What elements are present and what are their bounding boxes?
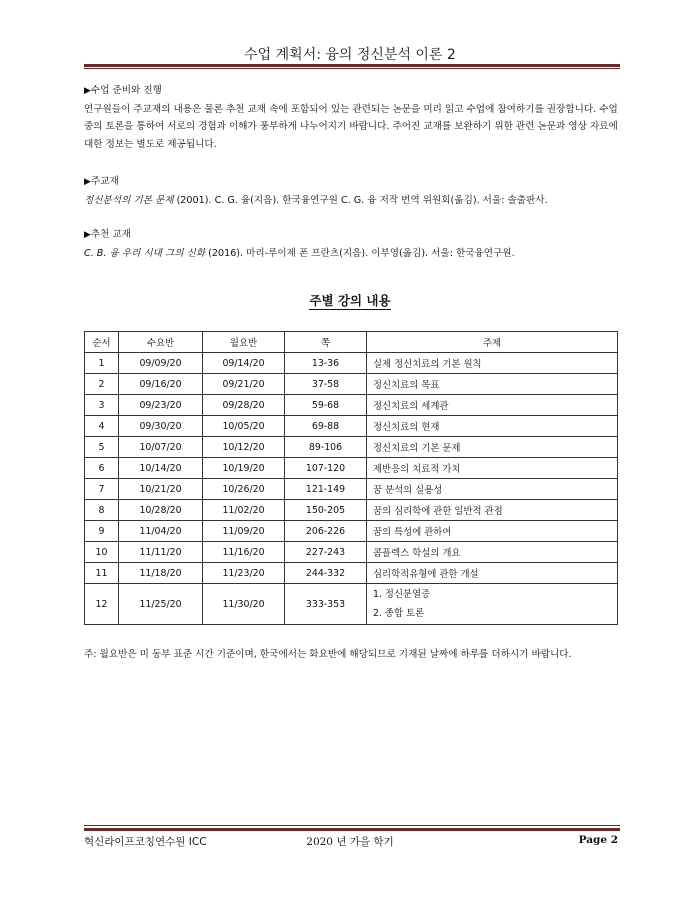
col-header-topic: 주제: [367, 332, 618, 353]
cell-wed-date: 10/28/20: [119, 500, 203, 521]
book-citation: [84, 192, 624, 210]
cell-topic: 심리학적유형에 관한 개설: [367, 563, 618, 584]
table-row: [85, 416, 618, 437]
section-heading-text: 수업 준비와 진행: [90, 85, 162, 96]
cell-no: 8: [85, 500, 119, 521]
cell-mon-date: 11/09/20: [203, 521, 285, 542]
footnote: 주: 월요반은 미 동부 표준 시간 기준이며, 한국에서는 화요반에 해당되므로 기재된 날짜에 하루를 더하시기 바랍니다.: [84, 649, 572, 660]
table-row: [85, 479, 618, 500]
col-header-pages: 쪽: [285, 332, 367, 353]
section-heading-text: 주교재: [90, 176, 119, 187]
cell-mon-date: 09/28/20: [203, 395, 285, 416]
cell-mon-date: 09/14/20: [203, 353, 285, 374]
book-title: 정신분석의 기본 문제: [84, 194, 174, 206]
cell-topic: 정신치료의 목표: [367, 374, 618, 395]
col-header-no: 순서: [85, 332, 119, 353]
section-heading: [84, 226, 624, 245]
table-row: [85, 458, 618, 479]
schedule-title-text: 주별 강의 내용: [309, 293, 391, 308]
cell-no: 12: [85, 584, 119, 625]
cell-mon-date: 10/12/20: [203, 437, 285, 458]
cell-pages: 37-58: [285, 374, 367, 395]
cell-topic: 꿈의 심리학에 관한 일반적 관점: [367, 500, 618, 521]
triangle-right-icon: ▶: [84, 177, 91, 187]
table-row: [85, 584, 618, 625]
cell-topic: 실제 정신치료의 기본 원칙: [367, 353, 618, 374]
section-heading: [84, 82, 624, 101]
cell-wed-date: 11/04/20: [119, 521, 203, 542]
cell-no: 3: [85, 395, 119, 416]
book-citation: [84, 245, 624, 263]
cell-pages: 227-243: [285, 542, 367, 563]
cell-pages: 121-149: [285, 479, 367, 500]
cell-topic: [367, 584, 618, 625]
cell-no: 9: [85, 521, 119, 542]
book-detail: (2016). 마리-루이제 폰 프란츠(지음). 이부영(옮김). 서울: 한국융연구원.: [205, 247, 515, 259]
footer-rule-thin: [84, 825, 620, 826]
cell-mon-date: 10/26/20: [203, 479, 285, 500]
cell-wed-date: 10/07/20: [119, 437, 203, 458]
cell-pages: 89-106: [285, 437, 367, 458]
cell-topic: 꿈 분석의 실용성: [367, 479, 618, 500]
cell-no: 4: [85, 416, 119, 437]
cell-mon-date: 10/05/20: [203, 416, 285, 437]
cell-no: 1: [85, 353, 119, 374]
table-row: [85, 353, 618, 374]
cell-pages: 13-36: [285, 353, 367, 374]
cell-mon-date: 10/19/20: [203, 458, 285, 479]
header-rule-thin: [84, 68, 620, 69]
section-prep: [84, 82, 624, 153]
cell-mon-date: 11/02/20: [203, 500, 285, 521]
cell-wed-date: 11/25/20: [119, 584, 203, 625]
section-heading-text: 추천 교재: [90, 229, 132, 240]
cell-mon-date: 11/30/20: [203, 584, 285, 625]
cell-pages: 150-205: [285, 500, 367, 521]
cell-wed-date: 11/18/20: [119, 563, 203, 584]
footer-semester: 2020 년 가을 학기: [306, 836, 394, 848]
cell-mon-date: 09/21/20: [203, 374, 285, 395]
cell-topic: 정신치료의 현재: [367, 416, 618, 437]
cell-pages: 59-68: [285, 395, 367, 416]
table-row: [85, 563, 618, 584]
page-header-title: 수업 계획서: 융의 정신분석 이론 2: [244, 47, 456, 63]
cell-no: 2: [85, 374, 119, 395]
table-header-row: [85, 332, 618, 353]
section-body: 연구원들이 주교재의 내용은 물론 추천 교재 속에 포함되어 있는 관련되는 논문을 미리 읽고 수업에 참여하기를 권장합니다. 수업 중의 토론을 통하여 서로의 경험과 이해가 풍부하게 나누어지기 바랍니다. 주어진 교재를 보완하기 위한 관련 논문과 영상 자료에 대한 정보는 별도로 제공됩니다.: [84, 103, 618, 150]
col-header-mon: 월요반: [203, 332, 285, 353]
cell-wed-date: 09/30/20: [119, 416, 203, 437]
cell-pages: 244-332: [285, 563, 367, 584]
cell-wed-date: 09/09/20: [119, 353, 203, 374]
section-heading: [84, 173, 624, 192]
book-detail: (2001). C. G. 융(지음). 한국융연구원 C. G. 융 저작 번역 위원회(옮김). 서울: 솔출판사.: [173, 194, 548, 206]
book-title: C. B. 융 우리 시대 그의 신화: [84, 247, 206, 259]
section-main-text: [84, 173, 624, 209]
cell-topic: 꿈의 특성에 관하여: [367, 521, 618, 542]
table-row: [85, 542, 618, 563]
footer-rule: [84, 828, 620, 831]
cell-wed-date: 09/23/20: [119, 395, 203, 416]
topic-line: 1. 정신분열증: [373, 589, 431, 600]
cell-pages: 206-226: [285, 521, 367, 542]
cell-wed-date: 10/14/20: [119, 458, 203, 479]
cell-topic: 콤플렉스 학설의 개요: [367, 542, 618, 563]
cell-pages: 107-120: [285, 458, 367, 479]
table-row: [85, 521, 618, 542]
cell-mon-date: 11/23/20: [203, 563, 285, 584]
cell-mon-date: 11/16/20: [203, 542, 285, 563]
cell-pages: 69-88: [285, 416, 367, 437]
cell-no: 7: [85, 479, 119, 500]
col-header-wed: 수요반: [119, 332, 203, 353]
section-recommended: [84, 226, 624, 262]
cell-no: 5: [85, 437, 119, 458]
cell-pages: 333-353: [285, 584, 367, 625]
cell-topic: 정신치료의 기본 문제: [367, 437, 618, 458]
footer-institute: 혁신라이프코칭연수원 ICC: [84, 836, 207, 848]
cell-topic: 제반응의 치료적 가치: [367, 458, 618, 479]
cell-wed-date: 10/21/20: [119, 479, 203, 500]
cell-no: 11: [85, 563, 119, 584]
table-row: [85, 374, 618, 395]
table-row: [85, 500, 618, 521]
triangle-right-icon: ▶: [84, 230, 91, 240]
cell-wed-date: 11/11/20: [119, 542, 203, 563]
schedule-table: [84, 331, 618, 625]
footer-page-number: Page 2: [578, 834, 618, 846]
cell-topic: 정신치료의 세계관: [367, 395, 618, 416]
topic-line: 2. 종합 토론: [373, 608, 425, 619]
cell-wed-date: 09/16/20: [119, 374, 203, 395]
table-row: [85, 395, 618, 416]
cell-no: 6: [85, 458, 119, 479]
cell-no: 10: [85, 542, 119, 563]
schedule-title: [0, 291, 700, 309]
header-rule: [84, 64, 620, 67]
triangle-right-icon: ▶: [84, 86, 91, 96]
table-row: [85, 437, 618, 458]
